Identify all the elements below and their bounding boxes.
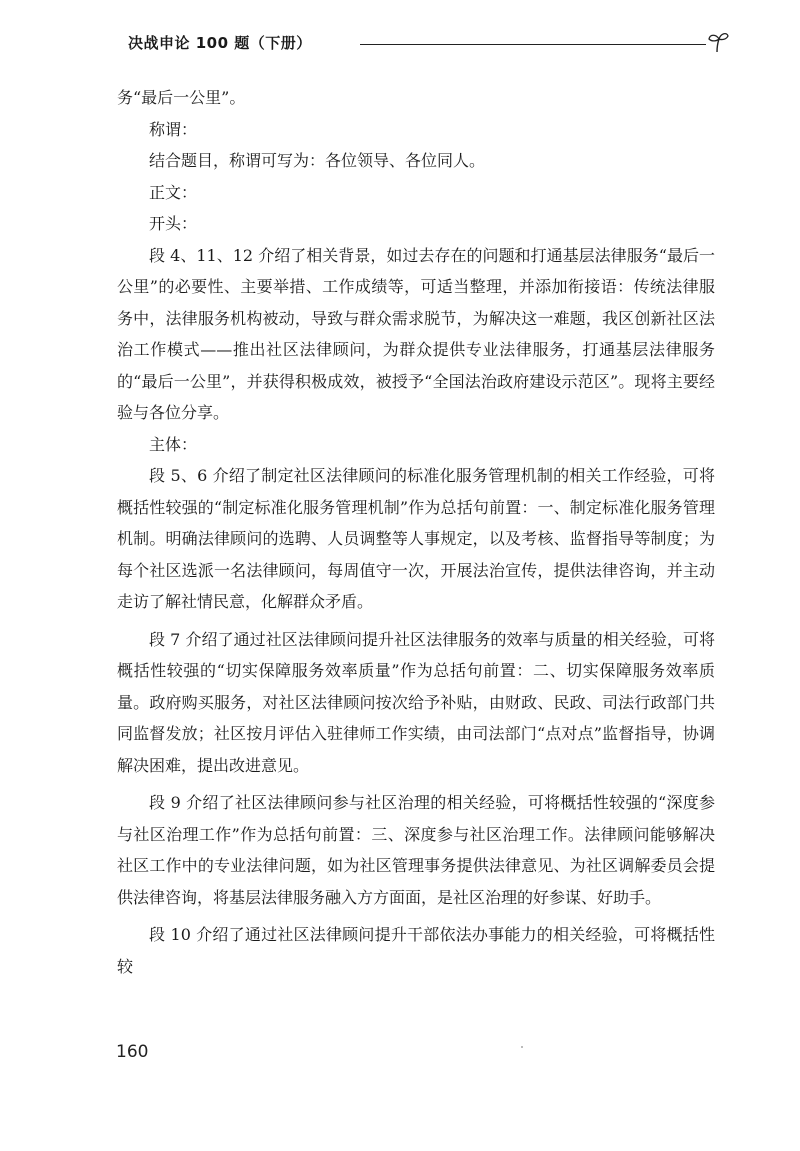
- main-paragraph-3: 段 9 介绍了社区法律顾问参与社区治理的相关经验，可将概括性较强的“深度参与社区治理工作”作为总括句前置：三、深度参与社区治理工作。法律顾问能够解决社区工作中的专业法律问题，如为社区管理事务提供法律意见、为社区调解委员会提供法律咨询，将基层法律服务融入方方面面，是社区治理的好参谋、好助手。: [117, 793, 715, 907]
- salutation-text: 结合题目，称谓可写为：各位领导、各位同人。: [149, 151, 486, 170]
- running-header: [128, 30, 728, 60]
- body-heading: 正文：: [149, 182, 198, 202]
- header-rule: [360, 44, 706, 45]
- sprout-icon: [706, 30, 730, 54]
- page-number: 160: [116, 1042, 149, 1062]
- main-paragraph-2: 段 7 介绍了通过社区法律顾问提升社区法律服务的效率与质量的相关经验，可将概括性较强的“切实保障服务效率质量”作为总括句前置：二、切实保障服务效率质量。政府购买服务，对社区法律顾问按次给予补贴，由财政、民政、司法行政部门共同监督发放；社区按月评估入驻律师工作实绩，由司法部门“点对点”监督指导，协调解决困难，提出改进意见。: [117, 629, 715, 775]
- scan-speck: [521, 1046, 523, 1048]
- main-paragraph-1: 段 5、6 介绍了制定社区法律顾问的标准化服务管理机制的相关工作经验，可将概括性较强的“制定标准化服务管理机制”作为总括句前置：一、制定标准化服务管理机制。明确法律顾问的选聘、人员调整等人事规定，以及考核、监督指导等制度；为每个社区选派一名法律顾问，每周值守一次，开展法治宣传，提供法律咨询，并主动走访了解社情民意，化解群众矛盾。: [117, 466, 715, 611]
- page-content: [117, 82, 715, 982]
- opening-heading: 开头：: [149, 214, 198, 233]
- salutation-heading: 称谓：: [149, 119, 198, 139]
- opening-paragraph: 段 4、11、12 介绍了相关背景，如过去存在的问题和打通基层法律服务“最后一公里”的必要性、主要举措、工作成绩等，可适当整理，并添加衔接语：传统法律服务中，法律服务机构被动，导致与群众需求脱节，为解决这一难题，我区创新社区法治工作模式——推出社区法律顾问，为群众提供专业法律服务，打通基层法律服务的“最后一公里”，并获得积极成效，被授予“全国法治政府建设示范区”。现将主要经验与各位分享。: [117, 245, 715, 422]
- main-paragraph-4: 段 10 介绍了通过社区法律顾问提升干部依法办事能力的相关经验，可将概括性较: [117, 925, 715, 976]
- book-title: 决战申论 100 题（下册）: [128, 34, 312, 52]
- main-heading: 主体：: [149, 434, 198, 454]
- paragraph-continued: 务“最后一公里”。: [117, 88, 246, 107]
